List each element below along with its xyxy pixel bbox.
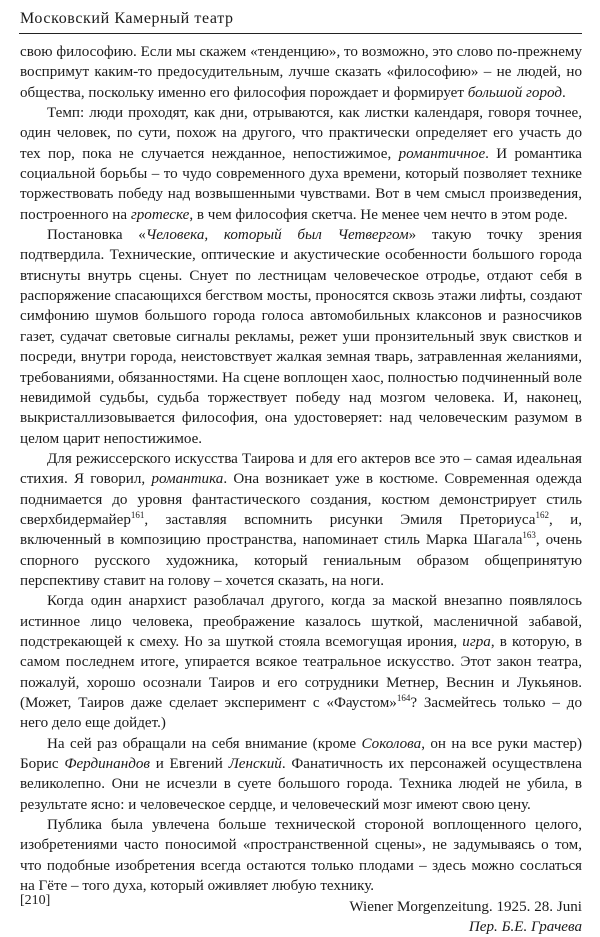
italic-run: большой город <box>467 84 562 101</box>
source-citation: Wiener Morgenzeitung. 1925. 28. Juni <box>349 899 582 916</box>
italic-run: романтичное <box>398 145 486 162</box>
footnote-ref: 162 <box>535 509 549 520</box>
italic-run: гротеске <box>130 206 190 223</box>
paragraph <box>20 103 582 225</box>
text-run: , в которую, в самом последнем итоге, упирается всякое театральное искусство. Этот закон театра, пожалуй, хорошо осознали Таиров и его сотрудники Метнер, Веснин и Лукьянов. (Может, Таиров даже сделает эксперимент с «Фаустом» <box>20 633 582 711</box>
italic-run: игра <box>462 633 491 650</box>
text-run: свою философию. Если мы скажем «тенденцию», то возможно, это слово по-прежнему воспримут каким-то предосудительным, лучше сказать «философию» – не людей, но общества, поскольку именно его философия порождает и формирует <box>20 44 582 101</box>
paragraph <box>20 225 582 449</box>
italic-run: Фердинандов <box>64 756 150 773</box>
running-title: Московский Камерный театр <box>20 10 234 27</box>
text-run: На сей раз обращали на себя внимание (кроме <box>47 735 362 752</box>
text-run: Постановка « <box>47 227 146 244</box>
paragraph <box>20 734 582 815</box>
footnote-ref: 161 <box>130 509 145 520</box>
text-run: » такую точку зрения подтвердила. Технические, оптические и акустические особенности большого города втиснуты внутрь сцены. Снует по лестницам человеческое отродье, отдают себя в распоряжение спасающихся бегством мосты, проносятся сквозь этажи лифты, создают симфонию шумов большого города голоса автомобильных клаксонов и разносчиков газет, судачат световые сигналы рекламы, режет уши пронзительный звук свистков и посреди, внутри города, неистовствует жалкая земная тварь, затравленная желаниями, требованиями, обязанностями. На сцене воплощен хаос, полностью подчиненный воле невидимой судьбы, судьба торжествует победу над мозгом человека. И, наконец, выкристаллизовывается философия, она удостоверяет: над человеческим разумом в целом царит непостижимое. <box>20 227 582 447</box>
paragraph <box>20 815 582 896</box>
paragraph <box>20 591 582 733</box>
text-run: , и, включенный в композицию пространства, напоминает стиль Марка Шагала <box>20 511 582 549</box>
italic-run: Соколова <box>361 735 422 752</box>
text-run: Для режиссерского искусства Таирова и для его актеров все это – самая идеальная стихия. Я говорил, <box>20 450 582 488</box>
paragraph <box>20 42 582 103</box>
italic-run: романтика <box>151 471 224 488</box>
footnote-ref: 164 <box>396 693 411 703</box>
text-run: . Она возникает уже в костюме. Современная одежда поднимается до уровня фантастического создания, костюм демонстрирует стиль сверхбидермайер <box>20 471 582 528</box>
text-run: . <box>562 84 566 101</box>
header-rule <box>19 33 582 34</box>
text-run: Когда один анархист разоблачал другого, когда за маской внезапно появлялось истинное лицо человека, преображение казалось шуткой, масленичной забавой, подстрекающей к смеху. Но за шуткой стояла всемогущая ирония, <box>20 593 582 650</box>
text-run: , в чем философия скетча. Не менее чем нечто в этом роде. <box>189 206 568 223</box>
text-run: . И романтика социальной борьбы – то чудо современного духа времени, который позволяет технике торжествовать победу над возвышенными чувствами. Вот в чем смысл произведения, построенного на <box>20 145 582 223</box>
text-run: , очень спорного русского художника, который гениальным образом общепринятую перспективу ставит на голову – хочется сказать, на ноги. <box>20 532 582 589</box>
text-run: , он на все руки мастер) Борис <box>20 735 582 773</box>
footnote-ref: 163 <box>522 530 536 541</box>
text-run: ? Засмейтесь только – до него дело еще дойдет.) <box>20 695 582 732</box>
text-run: , заставляя вспомнить рисунки Эмиля Преториуса <box>144 511 536 528</box>
italic-run: Ленский <box>228 756 282 773</box>
page-number: [210] <box>20 893 51 908</box>
text-run: и Евгений <box>149 756 229 773</box>
article-body <box>20 42 582 937</box>
translator-credit: Пер. Б.Е. Грачева <box>468 919 582 936</box>
text-run: . Фанатичность их персонажей осуществлена великолепно. Они не исчезли в суете большого города. Техника людей не убила, в результате ясно: и человеческое сердце, и человеческий мозг имеют свою цену. <box>20 756 583 813</box>
italic-run: Человека, который был Четвергом <box>145 227 409 244</box>
text-run: Публика была увлечена больше технической стороной воплощенного целого, изобретениями часто поносимой «пространственной сцены», не задумываясь о том, что подобные изобретения всегда остаются только плодами – здесь можно сослаться на Гёте – того духа, который оживляет любую технику. <box>20 817 582 895</box>
text-run: Темп: люди проходят, как дни, отрываются, как листки календаря, говоря точнее, один человек, по сути, похож на другого, что практически определяет его участь до тех пор, пока не случается нежданное, непостижимое, <box>20 105 582 162</box>
paragraph <box>20 449 582 591</box>
